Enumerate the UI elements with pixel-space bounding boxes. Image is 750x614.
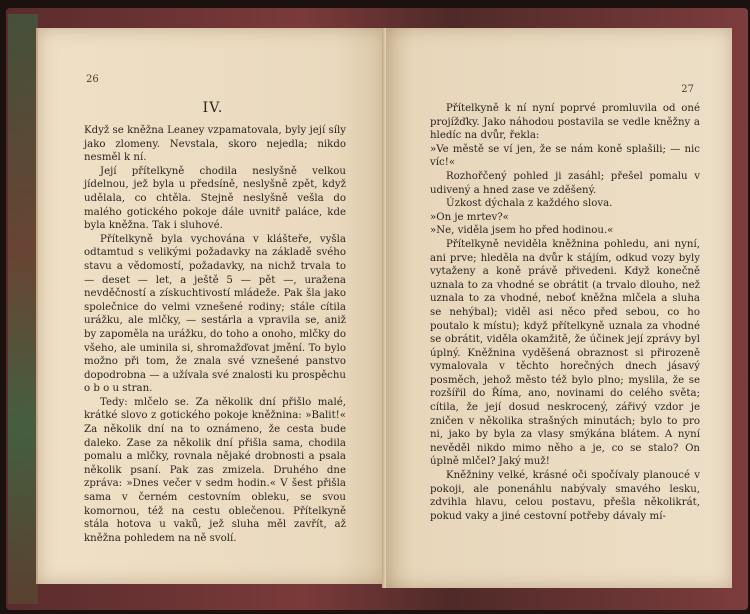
paragraph: Úzkost dýchala z každého slova. — [446, 198, 613, 210]
paragraph: Když se kněžna Leaney vzpamatovala, byly její síly jako zlomeny. Nevstala, skoro nejedla; nikdo nesměl k ní. — [84, 125, 346, 164]
paragraph: »Ne, viděla jsem ho před hodinou.« — [430, 225, 614, 237]
paragraph: Přítelkyně neviděla kněžnina pohledu, ani nyní, ani prve; hleděla na dvůr k stájím, odkud vozy byly vytaženy a koně právě přivedeni. Když konečně uznala to za vhodné se obrátit (a trvalo dlouho, než uznala to za vhodné, neboť kněžna mlčela a sluha se nehýbal); viděl asi něco před sebou, co ho poutalo k místu); když přítelkyně uznala za vhodné se obrátit, viděla okamžitě, že účinek její zprávy byl úplný. Kněžnina vyděšená obraznost si přirozeně vymalovala v těchto horečných dnech jásavý posměch, jehož město též bylo plno; myslila, že se rozšířil do Říma, ano, novinami do celého světa; cítila, že její dosud neskrocený, zářivý vzdor je zničen v několika strašných minutách; bylo to pro ni, jako by byla za vlasy smýkána blátem. A nyní nevěděl nikdo mimo něho a je, co se stalo? On úplně mlčel? Jaký muž! — [430, 238, 700, 468]
body-text — [84, 124, 346, 545]
chapter-heading: IV. — [202, 100, 224, 116]
paragraph: Její přítelkyně chodila neslyšně velkou jídelnou, jež byla u předsíně, neslyšně zpět, když udělala, co chtěla. Stejně neslyšně vešla do malého gotického pokoje dále uvnitř paláce, kde byla kněžna. Tak i sluhové. — [84, 165, 346, 232]
paragraph: »On je mrtev?« — [430, 211, 509, 223]
left-page — [36, 28, 388, 584]
paragraph: Tedy: mlčelo se. Za několik dní přišlo malé, krátké slovo z gotického pokoje kněžnina: »Balit!« Za několik dní na to oznámeno, že cesta bude daleko. Zase za několik dní přišla sama, chodila pomalu a mlčky, rovnala nějaké drobnosti a psala několik psaní. Pak zas zmizela. Druhého dne zpráva: »Dnes večer v sedm hodin.« V šest přišla sama v černém cestovním obleku, se svou komornou, též na cestu oblečenou. Přítelkyně stála hotova u vaků, jež sluha měl zavřít, až kněžna pohledem na ně svolí. — [84, 396, 346, 544]
paragraph: Přítelkyně k ní nyní poprvé promluvila od oné projížďky. Jako náhodou postavila se vedle kněžny a hledíc na dvůr, řekla: — [430, 103, 700, 142]
right-page — [386, 28, 732, 588]
body-text — [430, 102, 700, 523]
paragraph: Kněžniny velké, krásné oči spočívaly planoucé v pokoji, ale ponenáhlu nabývaly smavého lesku, zdvihla hlavu, celou postavu, přešla několikrát, pokud vaky a jiné cestovní potřeby dávaly mí- — [430, 470, 700, 522]
paragraph: Rozhořčený pohled ji zasáhl; přešel pomalu v udivený a hned zase ve zděšený. — [430, 170, 700, 196]
page-number: 27 — [681, 84, 694, 95]
page-number: 26 — [86, 74, 99, 85]
paragraph: Přítelkyně byla vychována v klášteře, vyšla odtamtud s velikými požadavky na základě svého stavu a vědomostí, požadavky, na nichž trvala to — deset — let, a ještě 5 — pět —, uražena nevděčností a získuchtivostí mládeže. Pak šla jako společnice do velmi vznešené rodiny; stále cítila urážku, ale mlčky, — sestárla a vpravila se, aniž by zapoměla na urážku, do toho a onoho, mlčky do všeho, ale uminila si, shromažďovat jmění. To bylo možno při tom, že znala své vznešené panstvo dopodrobna — a užívala své znalosti ku prospěchu o b o u stran. — [84, 233, 346, 395]
paragraph: »Ve městě se ví jen, že se nám koně splašili; — nic víc!« — [430, 143, 700, 169]
cover-edge — [8, 14, 38, 604]
